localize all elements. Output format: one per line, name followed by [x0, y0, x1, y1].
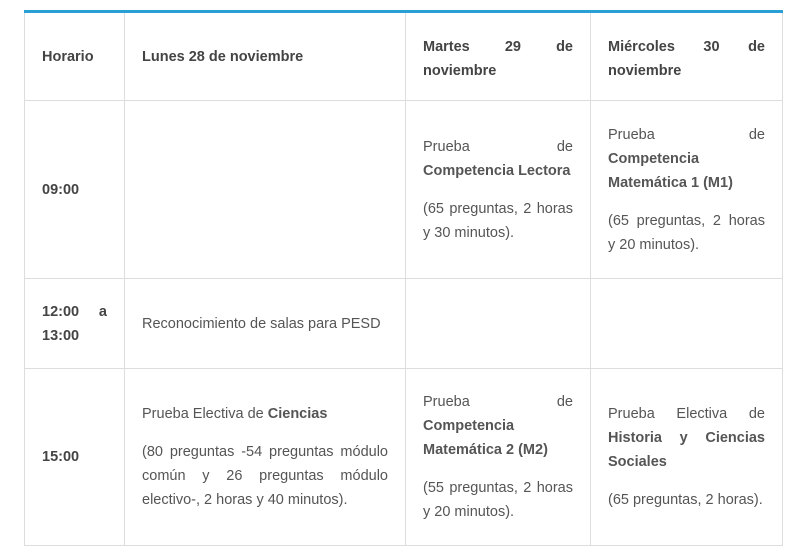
header-miercoles: Miércoles 30 de noviembre — [591, 12, 783, 101]
cell-tuesday — [406, 101, 591, 279]
time-cell: 15:00 — [25, 369, 125, 546]
exam-detail: (65 preguntas, 2 horas y 30 minutos). — [423, 200, 573, 241]
exam-prefix: Prueba de — [423, 394, 573, 410]
cell-wednesday — [591, 369, 783, 546]
exam-detail: (80 preguntas -54 preguntas módulo común y 26 preguntas módulo electivo-, 2 horas y 40 minutos). — [142, 444, 388, 508]
exam-name: Ciencias — [267, 406, 328, 422]
header-lunes: Lunes 28 de noviembre — [125, 12, 406, 101]
table-row — [25, 369, 783, 546]
exam-name: Historia y Ciencias Sociales — [608, 430, 765, 470]
exam-prefix: Prueba de — [608, 126, 765, 143]
table-row — [25, 101, 783, 279]
exam-title — [423, 135, 573, 183]
exam-prefix: Prueba Electiva de — [608, 406, 765, 422]
header-horario: Horario — [25, 12, 125, 101]
cell-tuesday — [406, 279, 591, 369]
schedule-container — [24, 10, 782, 546]
schedule-table — [24, 10, 783, 546]
exam-title — [142, 402, 388, 426]
exam-prefix: Prueba Electiva de — [142, 406, 264, 422]
cell-tuesday — [406, 369, 591, 546]
table-row — [25, 279, 783, 369]
exam-title — [608, 123, 765, 195]
exam-detail: (55 preguntas, 2 horas y 20 minutos). — [423, 480, 573, 520]
header-martes: Martes 29 de noviembre — [406, 12, 591, 101]
exam-title — [608, 402, 765, 474]
header-row — [25, 12, 783, 101]
time-cell: 09:00 — [25, 101, 125, 279]
exam-title — [423, 390, 573, 462]
cell-wednesday — [591, 279, 783, 369]
cell-monday: Reconocimiento de salas para PESD — [125, 279, 406, 369]
cell-monday — [125, 369, 406, 546]
time-cell: 12:00 a 13:00 — [25, 279, 125, 369]
exam-detail: (65 preguntas, 2 horas y 20 minutos). — [608, 212, 765, 253]
exam-name: Competencia Lectora — [423, 162, 571, 179]
exam-name: Competencia Matemática 1 (M1) — [608, 150, 733, 191]
exam-detail: (65 preguntas, 2 horas). — [608, 492, 763, 508]
cell-monday — [125, 101, 406, 279]
cell-wednesday — [591, 101, 783, 279]
exam-name: Competencia Matemática 2 (M2) — [423, 418, 548, 458]
exam-prefix: Prueba de — [423, 138, 573, 155]
